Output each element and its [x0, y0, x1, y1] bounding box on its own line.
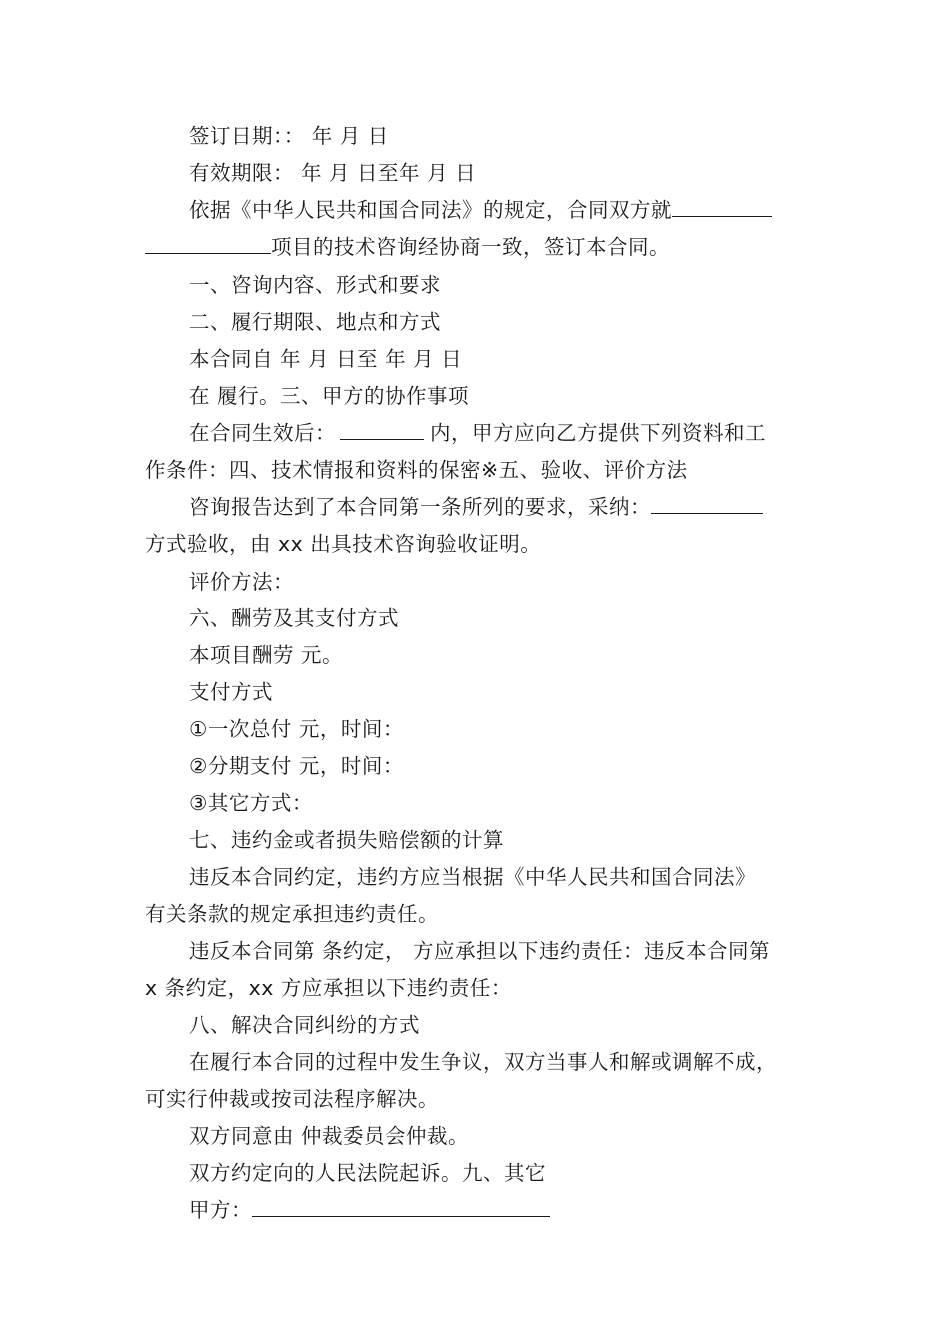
breach-paragraph-line-2: 有关条款的规定承担违约责任。: [145, 902, 439, 926]
acceptance-method-blank: [651, 491, 763, 514]
party-a-blank: [252, 1194, 550, 1217]
validity-period-line: 有效期限： 年 月 日至年 月 日: [189, 161, 477, 185]
breach-terms-line-2: x 条约定，xx 方应承担以下违约责任：: [145, 976, 512, 1000]
acceptance-paragraph-line-1: 咨询报告达到了本合同第一条所列的要求，采纳：: [189, 489, 825, 525]
acceptance-paragraph-line-2: 方式验收，由 xx 出具技术咨询验收证明。: [145, 532, 542, 556]
project-name-blank-continued: [145, 231, 271, 254]
section-8-heading: 八、解决合同纠纷的方式: [189, 1013, 420, 1037]
section-6-heading: 六、酬劳及其支付方式: [189, 606, 399, 630]
section-2-heading: 二、履行期限、地点和方式: [189, 310, 441, 334]
section-7-heading: 七、违约金或者损失赔偿额的计算: [189, 828, 504, 852]
basis-paragraph-line-2: 项目的技术咨询经协商一致，签订本合同。: [145, 229, 825, 265]
cooperation-paragraph-line-1: 在合同生效后： 内，甲方应向乙方提供下列资料和工: [189, 415, 825, 451]
arbitration-line: 双方同意由 仲裁委员会仲裁。: [189, 1124, 470, 1148]
dispute-paragraph-line-1: 在履行本合同的过程中发生争议，双方当事人和解或调解不成，: [189, 1050, 777, 1074]
dispute-paragraph-line-2: 可实行仲裁或按司法程序解决。: [145, 1087, 439, 1111]
court-and-section-9-line: 双方约定向的人民法院起诉。九、其它: [189, 1161, 546, 1185]
evaluation-method-line: 评价方法：: [189, 570, 294, 594]
deadline-blank: [340, 417, 424, 440]
breach-terms-line-1: 违反本合同第 条约定， 方应承担以下违约责任：违反本合同第: [189, 939, 771, 963]
payment-option-2: ②分期支付 元，时间：: [189, 754, 404, 778]
fee-line: 本项目酬劳 元。: [189, 643, 344, 667]
payment-option-1: ①一次总付 元，时间：: [189, 717, 404, 741]
signing-date-line: 签订日期：： 年 月 日: [189, 124, 389, 148]
breach-paragraph-line-1: 违反本合同约定，违约方应当根据《中华人民共和国合同法》: [189, 865, 756, 889]
term-line: 本合同自 年 月 日至 年 月 日: [189, 347, 463, 371]
place-and-section-3-line: 在 履行。三、甲方的协作事项: [189, 384, 470, 408]
project-name-blank: [672, 194, 772, 217]
basis-paragraph-line-1: 依据《中华人民共和国合同法》的规定，合同双方就: [189, 192, 825, 228]
party-a-signature-line: 甲方：: [189, 1192, 825, 1228]
section-1-heading: 一、咨询内容、形式和要求: [189, 273, 441, 297]
cooperation-paragraph-line-2: 作条件：四、技术情报和资料的保密※五、验收、评价方法: [145, 458, 688, 482]
payment-method-line: 支付方式: [189, 680, 273, 704]
payment-option-3: ③其它方式：: [189, 791, 313, 815]
